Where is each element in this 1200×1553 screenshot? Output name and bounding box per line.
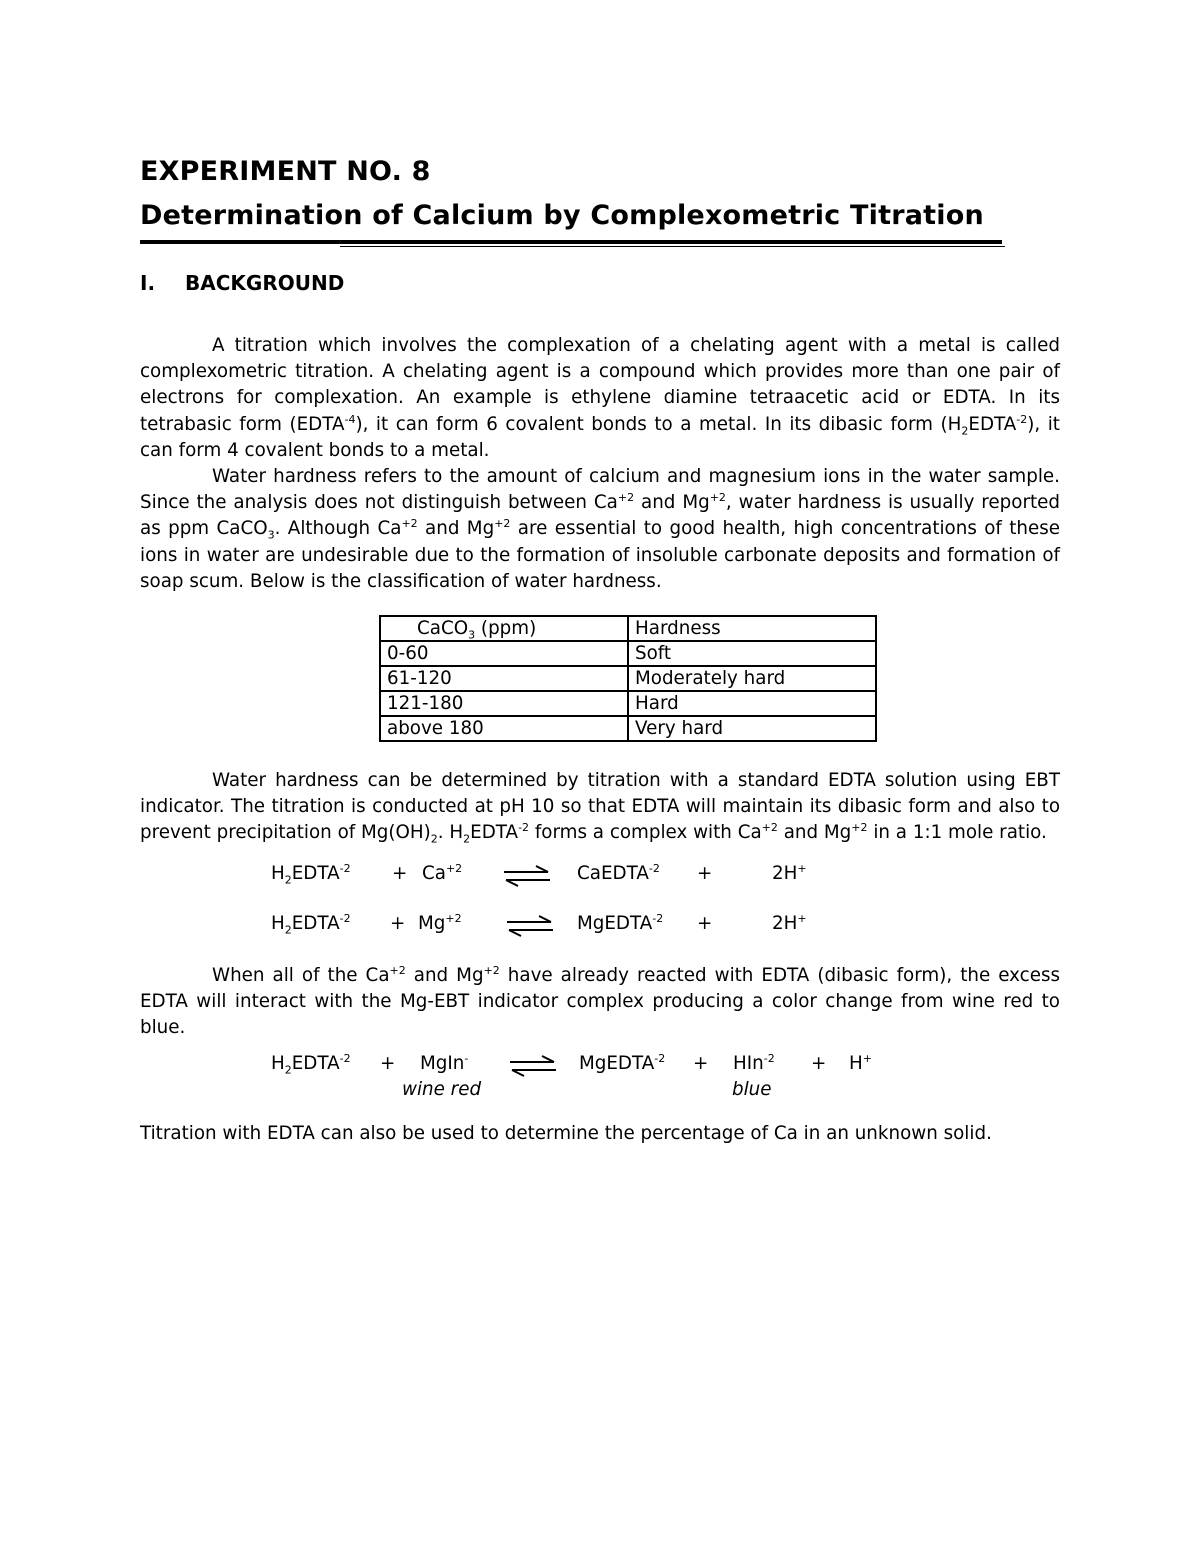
table-cell-hardness: Hard bbox=[628, 691, 876, 716]
eq1-plus-2: + bbox=[697, 862, 713, 884]
eq1-reactant-ca: $Ca^{+2}$ bbox=[422, 861, 463, 884]
table-header-caco3: CaCO$_3$ (ppm) bbox=[380, 616, 628, 641]
eq3-label-blue: blue bbox=[732, 1079, 772, 1101]
eq2-reactant-mg: $Mg^{+2}$ bbox=[418, 911, 462, 934]
eq2-product-h: 2H+ bbox=[772, 911, 807, 934]
equilibrium-arrows-icon bbox=[505, 915, 555, 937]
eq2-reactant-h2edta: $H_2EDTA^{-2}$ bbox=[271, 911, 351, 937]
title-underline bbox=[140, 240, 1002, 247]
eq3-product-h: H+ bbox=[849, 1052, 872, 1075]
hardness-table bbox=[379, 615, 877, 742]
eq3-product-hin: HIn$^{-2}$ bbox=[733, 1052, 775, 1075]
eq1-reactant-h2edta: $H_2EDTA^{-2}$ bbox=[271, 861, 351, 887]
eq1-product-caedta: CaEDTA$^{-2}$ bbox=[577, 861, 660, 884]
table-row bbox=[380, 641, 876, 666]
eq3-reactant-h2edta: $H_2EDTA^{-2}$ bbox=[271, 1052, 351, 1077]
document-title: Determination of Calcium by Complexometric Titration bbox=[140, 200, 984, 231]
eq3-product-mgedta: MgEDTA$^{-2}$ bbox=[579, 1052, 666, 1075]
paragraph-indicator: When all of the $Ca^{+2}$ and $Mg^{+2}$ have already reacted with EDTA (dibasic form), the excess EDTA will interact with the Mg-EBT indicator complex producing a color change from wine red to blue. bbox=[140, 963, 1060, 1039]
experiment-number: EXPERIMENT NO. 8 bbox=[140, 156, 431, 187]
eq3-label-wine-red: wine red bbox=[402, 1079, 482, 1101]
document-page bbox=[140, 150, 1060, 1147]
paragraph-edta-titration: Water hardness can be determined by titration with a standard EDTA solution using EBT indicator. The titration is conducted at pH 10 so that EDTA will maintain its dibasic form and also to prevent precipitation of $Mg(OH)_2$. $H_2EDTA^{-2}$ forms a complex with $Ca^{+2}$ and $Mg^{+2}$ in a 1:1 mole ratio. bbox=[140, 770, 1060, 847]
table-header-row bbox=[380, 616, 876, 641]
paragraph-water-hardness: Water hardness refers to the amount of calcium and magnesium ions in the water sample. Since the analysis does not distinguish between $Ca^{+2}$ and $Mg^{+2}$, water hardness is usually reported as ppm CaCO$_3$. Although $Ca^{+2}$ and $Mg^{+2}$ are essential to good health, high concentrations of these ions in water are undesirable due to the formation of insoluble carbonate deposits and formation of soap scum. Below is the classification of water hardness. bbox=[140, 466, 1060, 592]
equilibrium-arrows-icon bbox=[502, 865, 552, 887]
table-header-hardness: Hardness bbox=[628, 616, 876, 641]
eq3-plus: + bbox=[380, 1053, 396, 1075]
equation-calcium bbox=[140, 851, 1060, 901]
table-cell-hardness: Moderately hard bbox=[628, 666, 876, 691]
eq3-plus-2: + bbox=[693, 1053, 709, 1075]
equilibrium-arrows-icon bbox=[508, 1055, 558, 1077]
eq3-reactant-mgin: MgIn- bbox=[420, 1052, 469, 1075]
section-number: I. bbox=[140, 271, 156, 295]
table-row bbox=[380, 716, 876, 741]
section-title: BACKGROUND bbox=[185, 271, 345, 295]
eq2-plus: + bbox=[390, 912, 406, 934]
table-row bbox=[380, 666, 876, 691]
eq2-product-mgedta: MgEDTA$^{-2}$ bbox=[577, 911, 664, 934]
closing-paragraph: Titration with EDTA can also be used to determine the percentage of Ca in an unknown solid. bbox=[140, 1123, 992, 1145]
paragraph-complexometric: A titration which involves the complexation of a chelating agent with a metal is called complexometric titration. A chelating agent is a compound which provides more than one pair of electrons for complexation. An example is ethylene diamine tetraacetic acid or EDTA. In its tetrabasic form $(EDTA^{-4})$, it can form 6 covalent bonds to a metal. In its dibasic form $(H_2EDTA^{-2})$, it can form 4 covalent bonds to a metal. bbox=[140, 335, 1060, 461]
eq1-product-h: 2H+ bbox=[772, 861, 807, 884]
table-cell-range: 0-60 bbox=[380, 641, 628, 666]
eq3-plus-3: + bbox=[811, 1053, 827, 1075]
eq2-plus-2: + bbox=[697, 912, 713, 934]
section-heading bbox=[140, 269, 1060, 297]
equation-indicator bbox=[140, 1041, 1060, 1113]
equation-magnesium bbox=[140, 901, 1060, 951]
table-row bbox=[380, 691, 876, 716]
table-cell-range: above 180 bbox=[380, 716, 628, 741]
table-cell-range: 61-120 bbox=[380, 666, 628, 691]
table-cell-hardness: Soft bbox=[628, 641, 876, 666]
table-cell-hardness: Very hard bbox=[628, 716, 876, 741]
table-cell-range: 121-180 bbox=[380, 691, 628, 716]
eq1-plus: + bbox=[392, 862, 408, 884]
